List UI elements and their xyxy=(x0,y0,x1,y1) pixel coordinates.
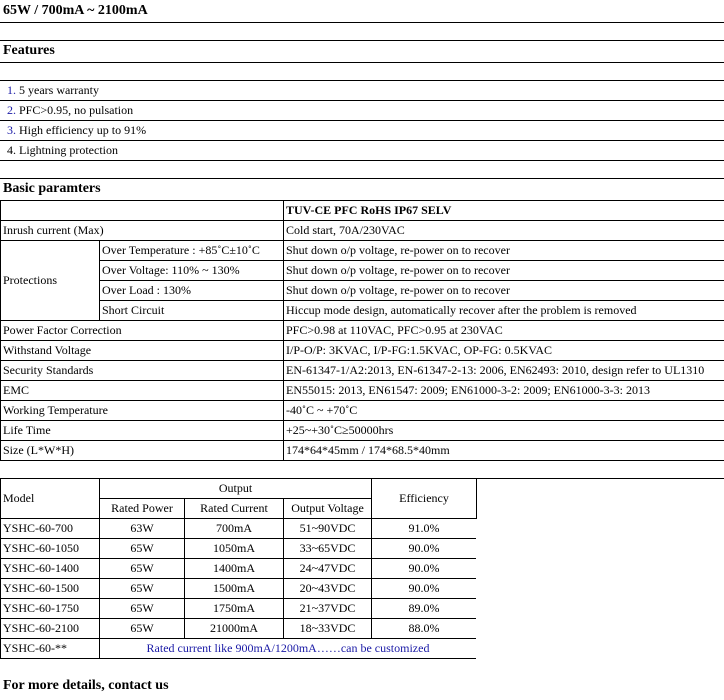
contact-footer: For more details, contact us xyxy=(1,676,724,696)
efficiency: 91.0% xyxy=(372,518,477,538)
model-name: YSHC-60-1050 xyxy=(1,538,100,558)
blank-area xyxy=(477,478,724,658)
feature-text: PFC>0.95, no pulsation xyxy=(19,102,134,117)
output-voltage: 21~37VDC xyxy=(284,598,372,618)
basic-params-heading: Basic paramters xyxy=(1,178,724,200)
feature-text: 5 years warranty xyxy=(19,82,99,97)
feature-text: Lightning protection xyxy=(19,142,118,157)
efficiency: 88.0% xyxy=(372,618,477,638)
param-value: PFC>0.98 at 110VAC, PFC>0.95 at 230VAC xyxy=(284,320,724,340)
rated-current: 21000mA xyxy=(185,618,284,638)
param-row xyxy=(1,360,724,380)
rated-power: 65W xyxy=(100,558,185,578)
custom-model: YSHC-60-** xyxy=(1,638,100,658)
feature-item xyxy=(1,80,724,100)
rated-power: 65W xyxy=(100,538,185,558)
rated-current: 1050mA xyxy=(185,538,284,558)
protection-row xyxy=(1,260,724,280)
protection-value: Hiccup mode design, automatically recover after the problem is removed xyxy=(284,300,724,320)
spacer xyxy=(1,22,724,40)
blank-cell xyxy=(1,200,284,220)
param-value: -40˚C ~ +70˚C xyxy=(284,400,724,420)
param-label: Power Factor Correction xyxy=(1,320,284,340)
param-row xyxy=(1,320,724,340)
rated-current-header: Rated Current xyxy=(185,498,284,518)
rated-power: 65W xyxy=(100,618,185,638)
rated-current: 1750mA xyxy=(185,598,284,618)
feature-number: 2. xyxy=(7,102,16,117)
output-voltage: 20~43VDC xyxy=(284,578,372,598)
model-name: YSHC-60-1400 xyxy=(1,558,100,578)
param-row xyxy=(1,440,724,460)
efficiency: 90.0% xyxy=(372,578,477,598)
param-row xyxy=(1,380,724,400)
protection-row xyxy=(1,240,724,260)
efficiency: 89.0% xyxy=(372,598,477,618)
model-name: YSHC-60-1750 xyxy=(1,598,100,618)
feature-number: 3. xyxy=(7,122,16,137)
protection-value: Shut down o/p voltage, re-power on to recover xyxy=(284,260,724,280)
spacer xyxy=(1,460,724,478)
model-name: YSHC-60-700 xyxy=(1,518,100,538)
output-voltage: 24~47VDC xyxy=(284,558,372,578)
rated-current: 1400mA xyxy=(185,558,284,578)
param-row xyxy=(1,220,724,240)
protection-value: Shut down o/p voltage, re-power on to recover xyxy=(284,240,724,260)
spacer xyxy=(1,658,724,676)
protection-row xyxy=(1,300,724,320)
spacer xyxy=(1,62,724,80)
param-row xyxy=(1,420,724,440)
model-name: YSHC-60-2100 xyxy=(1,618,100,638)
output-header: Output xyxy=(100,478,372,498)
rated-power: 63W xyxy=(100,518,185,538)
param-label: EMC xyxy=(1,380,284,400)
rated-current: 700mA xyxy=(185,518,284,538)
protection-label: Over Load : 130% xyxy=(100,280,284,300)
rated-power: 65W xyxy=(100,578,185,598)
protection-row xyxy=(1,280,724,300)
output-voltage: 51~90VDC xyxy=(284,518,372,538)
param-value: EN-61347-1/A2:2013, EN-61347-2-13: 2006, EN62493: 2010, design refer to UL1310 xyxy=(284,360,724,380)
param-label: Inrush current (Max) xyxy=(1,220,284,240)
param-value: 174*64*45mm / 174*68.5*40mm xyxy=(284,440,724,460)
param-label: Withstand Voltage xyxy=(1,340,284,360)
rated-power-header: Rated Power xyxy=(100,498,185,518)
feature-item xyxy=(1,120,724,140)
protection-label: Over Voltage: 110% ~ 130% xyxy=(100,260,284,280)
page-header: 65W / 700mA ~ 2100mA xyxy=(1,0,724,22)
certification-list: TUV-CE PFC RoHS IP67 SELV xyxy=(284,200,724,220)
param-row xyxy=(1,400,724,420)
model-header: Model xyxy=(1,478,100,518)
param-label: Security Standards xyxy=(1,360,284,380)
model-name: YSHC-60-1500 xyxy=(1,578,100,598)
param-label: Life Time xyxy=(1,420,284,440)
param-value: Cold start, 70A/230VAC xyxy=(284,220,724,240)
feature-item xyxy=(1,140,724,160)
rated-power: 65W xyxy=(100,598,185,618)
output-voltage: 33~65VDC xyxy=(284,538,372,558)
efficiency: 90.0% xyxy=(372,558,477,578)
output-voltage-header: Output Voltage xyxy=(284,498,372,518)
param-label: Size (L*W*H) xyxy=(1,440,284,460)
rated-current: 1500mA xyxy=(185,578,284,598)
feature-number: 1. xyxy=(7,82,16,97)
output-voltage: 18~33VDC xyxy=(284,618,372,638)
protection-label: Short Circuit xyxy=(100,300,284,320)
feature-item xyxy=(1,100,724,120)
param-value: EN55015: 2013, EN61547: 2009; EN61000-3-2: 2009; EN61000-3-3: 2013 xyxy=(284,380,724,400)
param-label: Working Temperature xyxy=(1,400,284,420)
custom-note: Rated current like 900mA/1200mA……can be customized xyxy=(100,638,477,658)
param-row xyxy=(1,340,724,360)
protection-label: Over Temperature : +85˚C±10˚C xyxy=(100,240,284,260)
param-value: I/P-O/P: 3KVAC, I/P-FG:1.5KVAC, OP-FG: 0.5KVAC xyxy=(284,340,724,360)
protections-label: Protections xyxy=(1,240,100,320)
spacer xyxy=(1,160,724,178)
features-heading: Features xyxy=(1,40,724,62)
feature-number: 4. xyxy=(7,142,16,157)
efficiency-header: Efficiency xyxy=(372,478,477,518)
param-value: +25~+30˚C≥50000hrs xyxy=(284,420,724,440)
efficiency: 90.0% xyxy=(372,538,477,558)
feature-text: High efficiency up to 91% xyxy=(19,122,147,137)
protection-value: Shut down o/p voltage, re-power on to recover xyxy=(284,280,724,300)
